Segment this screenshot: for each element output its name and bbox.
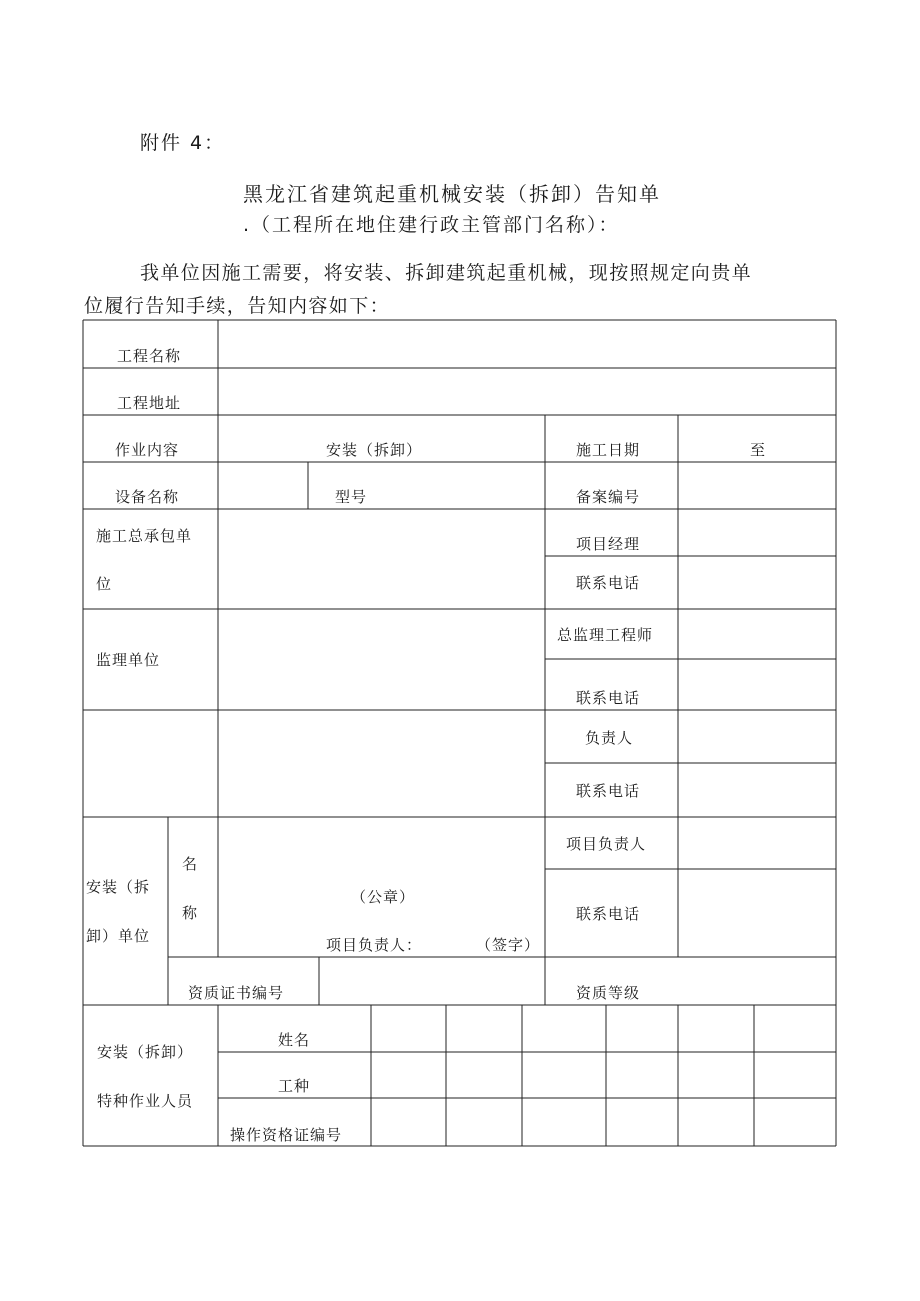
operation-cert-label: 操作资格证编号	[230, 1126, 343, 1144]
qualification-cert-label: 资质证书编号	[188, 984, 285, 1002]
unit-name-label-char-2: 称	[182, 904, 199, 922]
supervision-contact-phone-label: 联系电话	[576, 689, 641, 707]
general-contractor-label-line-1: 施工总承包单	[96, 527, 193, 545]
general-contractor-label-line-2: 位	[96, 575, 113, 593]
worker-type-label: 工种	[278, 1077, 311, 1095]
contractor-contact-phone-label: 联系电话	[576, 574, 641, 592]
intro-paragraph-line-2: 位履行告知手续，告知内容如下：	[84, 295, 391, 317]
supervision-unit-label: 监理单位	[96, 651, 161, 669]
page-title: 黑龙江省建筑起重机械安装（拆卸）告知单	[243, 182, 661, 206]
construction-date-label: 施工日期	[576, 441, 641, 459]
worker-name-label: 姓名	[278, 1031, 311, 1049]
owner-contact-phone-label: 联系电话	[576, 782, 641, 800]
recipient-line: .（工程所在地住建行政主管部门名称）：	[243, 214, 620, 236]
special-workers-label-line-1: 安装（拆卸）	[97, 1043, 194, 1061]
signature-label: （签字）	[476, 936, 541, 954]
model-label: 型号	[335, 488, 368, 506]
project-manager-label: 项目经理	[576, 535, 641, 553]
work-content-value: 安装（拆卸）	[326, 441, 423, 459]
equipment-name-label: 设备名称	[115, 488, 180, 506]
project-address-label: 工程地址	[117, 394, 182, 412]
attachment-label: 附件 4：	[140, 132, 226, 154]
special-workers-label-line-2: 特种作业人员	[97, 1092, 194, 1110]
project-leader-sign-label: 项目负责人：	[326, 936, 423, 954]
qualification-level-label: 资质等级	[576, 984, 641, 1002]
registration-no-label: 备案编号	[576, 488, 641, 506]
project-leader-label: 项目负责人	[566, 835, 647, 853]
chief-supervisor-label: 总监理工程师	[557, 626, 654, 644]
install-unit-label-line-2: 卸）单位	[86, 927, 151, 945]
official-seal-label: （公章）	[351, 888, 416, 906]
project-name-label: 工程名称	[117, 347, 182, 365]
intro-paragraph-line-1: 我单位因施工需要，将安装、拆卸建筑起重机械，现按照规定向贵单	[140, 262, 753, 284]
install-contact-phone-label: 联系电话	[576, 905, 641, 923]
work-content-label: 作业内容	[115, 441, 180, 459]
unit-name-label-char-1: 名	[182, 855, 199, 873]
install-unit-label-line-1: 安装（拆	[86, 878, 151, 896]
person-in-charge-label: 负责人	[585, 729, 634, 747]
date-to-label: 至	[750, 441, 767, 459]
